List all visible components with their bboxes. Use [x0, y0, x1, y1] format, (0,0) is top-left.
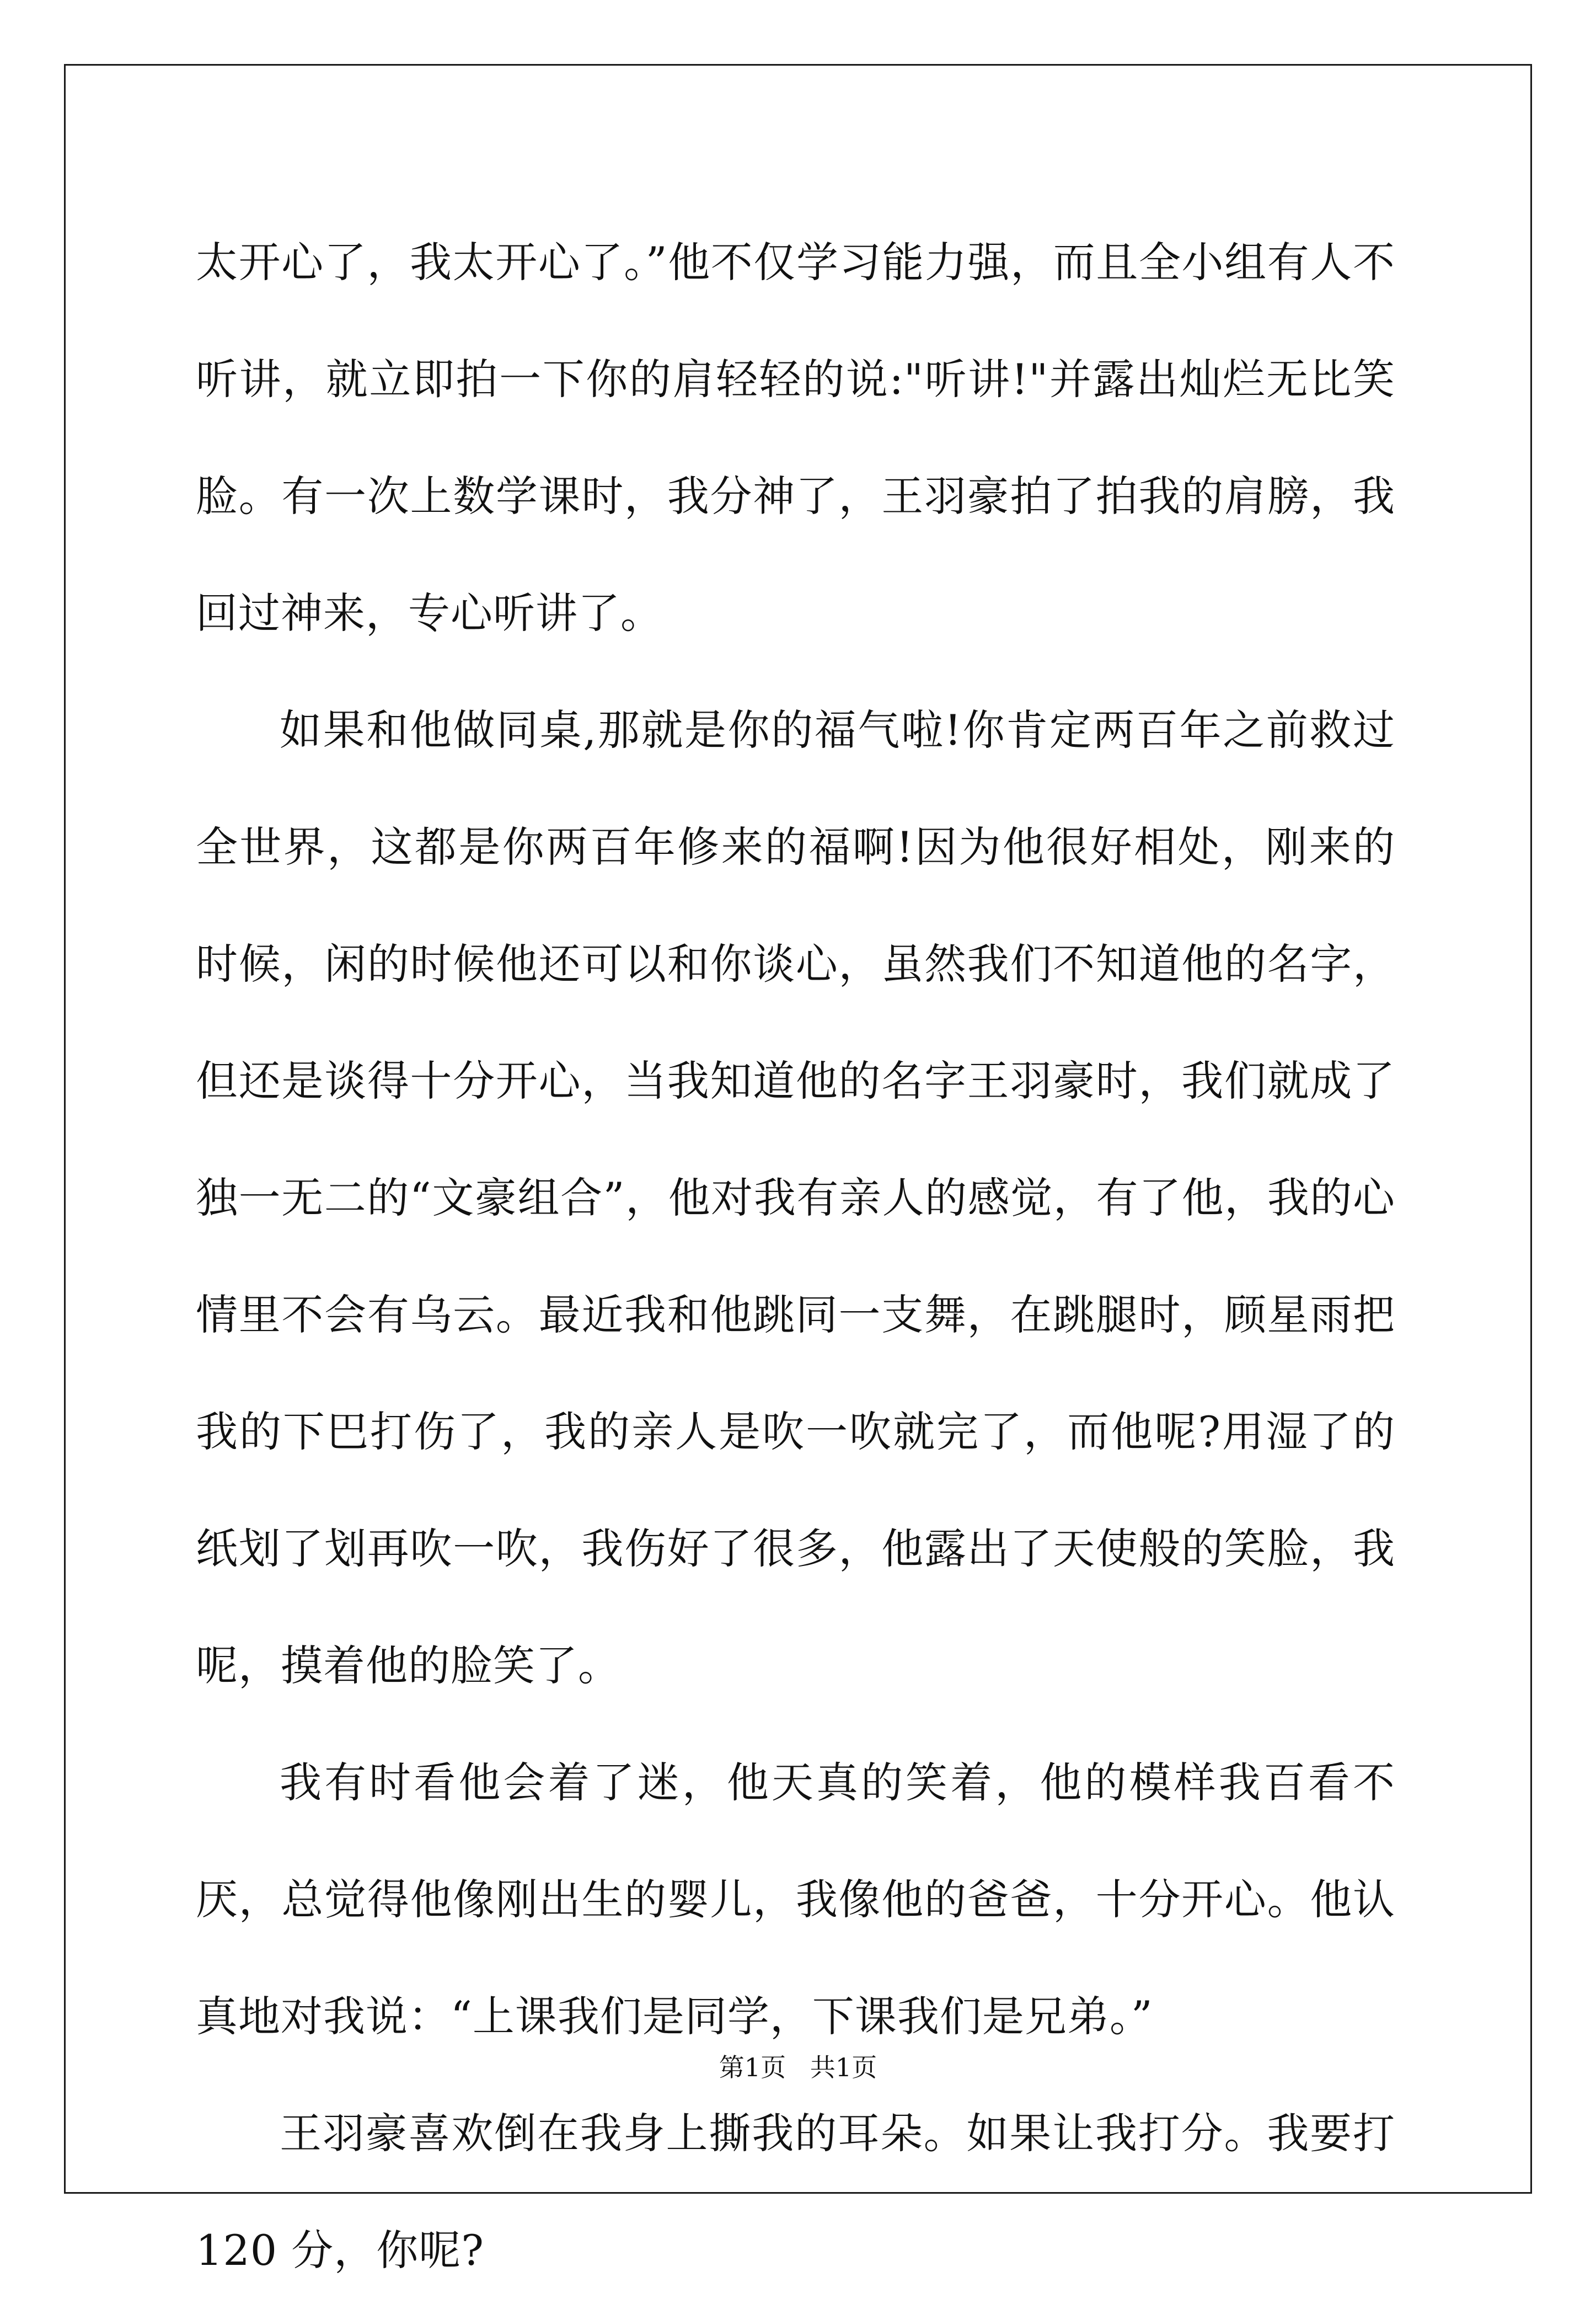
paragraph-3: 我有时看他会着了迷，他天真的笑着，他的模样我百看不厌，总觉得他像刚出生的婴儿，我像他的爸爸，十分开心。他认真地对我说：“上课我们是同学，下课我们是兄弟。”	[196, 1758, 1395, 2041]
paragraph-4: 王羽豪喜欢倒在我身上撕我的耳朵。如果让我打分。我要打 120 分，你呢?	[196, 2109, 1395, 2275]
paragraph-2: 如果和他做同桌,那就是你的福气啦!你肯定两百年之前救过全世界，这都是你两百年修来的福啊!因为他很好相处，刚来的时候，闲的时候他还可以和你谈心，虽然我们不知道他的名字，但还是谈得十分开心，当我知道他的名字王羽豪时，我们就成了独一无二的“文豪组合”，他对我有亲人的感觉，有了他，我的心情里不会有乌云。最近我和他跳同一支舞，在跳腿时，顾星雨把我的下巴打伤了，我的亲人是吹一吹就完了，而他呢?用湿了的纸划了划再吹一吹，我伤好了很多，他露出了天使般的笑脸，我呢，摸着他的脸笑了。	[196, 705, 1395, 1690]
paragraph-1: 太开心了，我太开心了。”他不仅学习能力强，而且全小组有人不听讲，就立即拍一下你的肩轻轻的说:"听讲!"并露出灿烂无比笑脸。有一次上数学课时，我分神了，王羽豪拍了拍我的肩膀，我回过神来，专心听讲了。	[196, 238, 1395, 638]
document-body	[196, 204, 1395, 2309]
page-number-footer: 第1页 共1页	[719, 2053, 877, 2082]
